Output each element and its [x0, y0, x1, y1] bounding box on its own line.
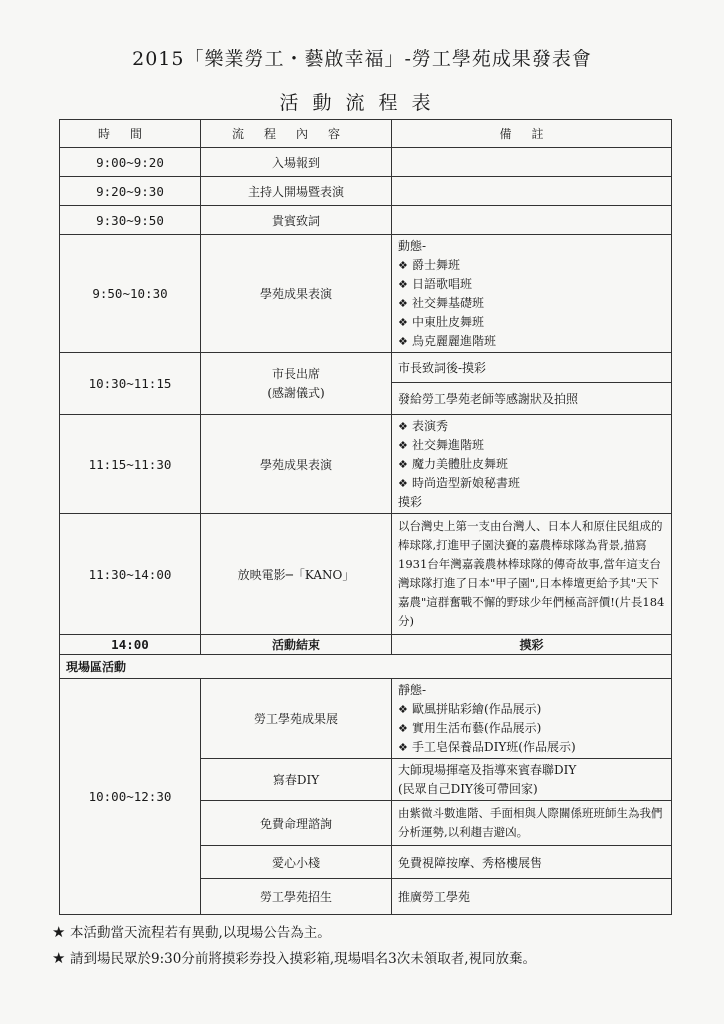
- table-row: [60, 635, 672, 655]
- onsite-notes: 由紫微斗數進階、手面相與人際關係班班師生為我們分析運勢,以利趨吉避凶。: [392, 801, 672, 846]
- row-content: 貴賓致詞: [201, 206, 392, 235]
- diamond-bullet-icon: ❖: [398, 702, 408, 716]
- table-row: [60, 514, 672, 635]
- row-time: 9:30~9:50: [60, 206, 201, 235]
- schedule-table: [59, 119, 672, 915]
- footer-note-text: 請到場民眾於9:30分前將摸彩券投入摸彩箱,現場唱名3次未領取者,視同放棄。: [70, 951, 536, 967]
- note-line: 表演秀: [412, 418, 449, 433]
- table-row: [60, 679, 672, 759]
- diamond-bullet-icon: ❖: [398, 457, 408, 471]
- row-notes: [392, 415, 672, 514]
- section-row: [60, 655, 672, 679]
- onsite-content: 勞工學苑招生: [201, 879, 392, 915]
- row-content: 學苑成果表演: [201, 415, 392, 514]
- row-time: 9:50~10:30: [60, 235, 201, 353]
- row-notes: 摸彩: [392, 635, 672, 655]
- row-time: 11:30~14:00: [60, 514, 201, 635]
- onsite-notes: 推廣勞工學苑: [392, 879, 672, 915]
- footer-note: [52, 920, 536, 946]
- row-notes: [392, 235, 672, 353]
- star-icon: ★: [52, 949, 66, 967]
- diamond-bullet-icon: ❖: [398, 296, 408, 310]
- note-line: 魔力美體肚皮舞班: [412, 456, 509, 471]
- diamond-bullet-icon: ❖: [398, 476, 408, 490]
- note-line: 實用生活布藝(作品展示): [412, 720, 542, 735]
- onsite-content: 勞工學苑成果展: [201, 679, 392, 759]
- table-row: [60, 206, 672, 235]
- row-content: 學苑成果表演: [201, 235, 392, 353]
- row-content: 入場報到: [201, 148, 392, 177]
- diamond-bullet-icon: ❖: [398, 438, 408, 452]
- table-row: [60, 177, 672, 206]
- row-time: 14:00: [60, 635, 201, 655]
- content-line: 市長出席: [271, 366, 320, 381]
- note-line: 爵士舞班: [412, 257, 461, 272]
- row-notes: 市長致詞後-摸彩: [392, 353, 672, 383]
- note-line: 大師現場揮毫及指導來賓春聯DIY: [398, 762, 577, 777]
- header-notes: 備註: [392, 120, 672, 148]
- document-title: 2015「樂業勞工・藝啟幸福」-勞工學苑成果發表會: [132, 48, 592, 70]
- content-line: (感謝儀式): [267, 385, 325, 400]
- note-line: 社交舞基礎班: [412, 295, 485, 310]
- row-time: 9:00~9:20: [60, 148, 201, 177]
- note-line: 日語歌唱班: [412, 276, 473, 291]
- note-line: 社交舞進階班: [412, 437, 485, 452]
- note-line: 烏克麗麗進階班: [412, 333, 497, 348]
- row-content: 主持人開場暨表演: [201, 177, 392, 206]
- note-line: 手工皂保養品DIY班(作品展示): [412, 739, 576, 754]
- table-row: [60, 148, 672, 177]
- row-time: 11:15~11:30: [60, 415, 201, 514]
- diamond-bullet-icon: ❖: [398, 258, 408, 272]
- row-notes: 發給勞工學苑老師等感謝狀及拍照: [392, 383, 672, 415]
- onsite-time: 10:00~12:30: [60, 679, 201, 915]
- document-subtitle: 活動流程表: [279, 92, 445, 114]
- note-line: (民眾自己DIY後可帶回家): [398, 781, 538, 796]
- onsite-notes: 免費視障按摩、秀格樓展售: [392, 846, 672, 879]
- onsite-content: 免費命理諮詢: [201, 801, 392, 846]
- onsite-notes: [392, 759, 672, 801]
- note-line: 靜態-: [398, 682, 427, 697]
- diamond-bullet-icon: ❖: [398, 277, 408, 291]
- onsite-content: 愛心小棧: [201, 846, 392, 879]
- row-notes: 以台灣史上第一支由台灣人、日本人和原住民組成的棒球隊,打進甲子園決賽的嘉農棒球隊為背景,描寫1931台年灣嘉義農林棒球隊的傳奇故事,當年這支台灣球隊打進了日本"甲子園",日本棒壇更給予其"天下嘉農"這群奮戰不懈的野球少年們極高評價!(片長184分): [392, 514, 672, 635]
- section-label: 現場區活動: [60, 655, 672, 679]
- note-line: 時尚造型新娘秘書班: [412, 475, 521, 490]
- row-content: [201, 353, 392, 415]
- footer-notes: [52, 920, 536, 972]
- table-row: [60, 235, 672, 353]
- row-notes: [392, 177, 672, 206]
- row-time: 10:30~11:15: [60, 353, 201, 415]
- note-line: 中東肚皮舞班: [412, 314, 485, 329]
- diamond-bullet-icon: ❖: [398, 315, 408, 329]
- onsite-content: 寫春DIY: [201, 759, 392, 801]
- footer-note: [52, 946, 536, 972]
- diamond-bullet-icon: ❖: [398, 740, 408, 754]
- header-content: 流程內容: [201, 120, 392, 148]
- onsite-notes: [392, 679, 672, 759]
- header-time: 時間: [60, 120, 201, 148]
- table-header-row: [60, 120, 672, 148]
- star-icon: ★: [52, 923, 66, 941]
- row-content: 放映電影─「KANO」: [201, 514, 392, 635]
- diamond-bullet-icon: ❖: [398, 334, 408, 348]
- note-line: 動態-: [398, 238, 427, 253]
- table-row: [60, 415, 672, 514]
- note-line: 歐風拼貼彩繪(作品展示): [412, 701, 542, 716]
- row-notes: [392, 148, 672, 177]
- note-line: 摸彩: [398, 494, 423, 509]
- row-notes: [392, 206, 672, 235]
- diamond-bullet-icon: ❖: [398, 721, 408, 735]
- row-content: 活動結束: [201, 635, 392, 655]
- table-row: [60, 353, 672, 383]
- diamond-bullet-icon: ❖: [398, 419, 408, 433]
- footer-note-text: 本活動當天流程若有異動,以現場公告為主。: [70, 925, 331, 941]
- row-time: 9:20~9:30: [60, 177, 201, 206]
